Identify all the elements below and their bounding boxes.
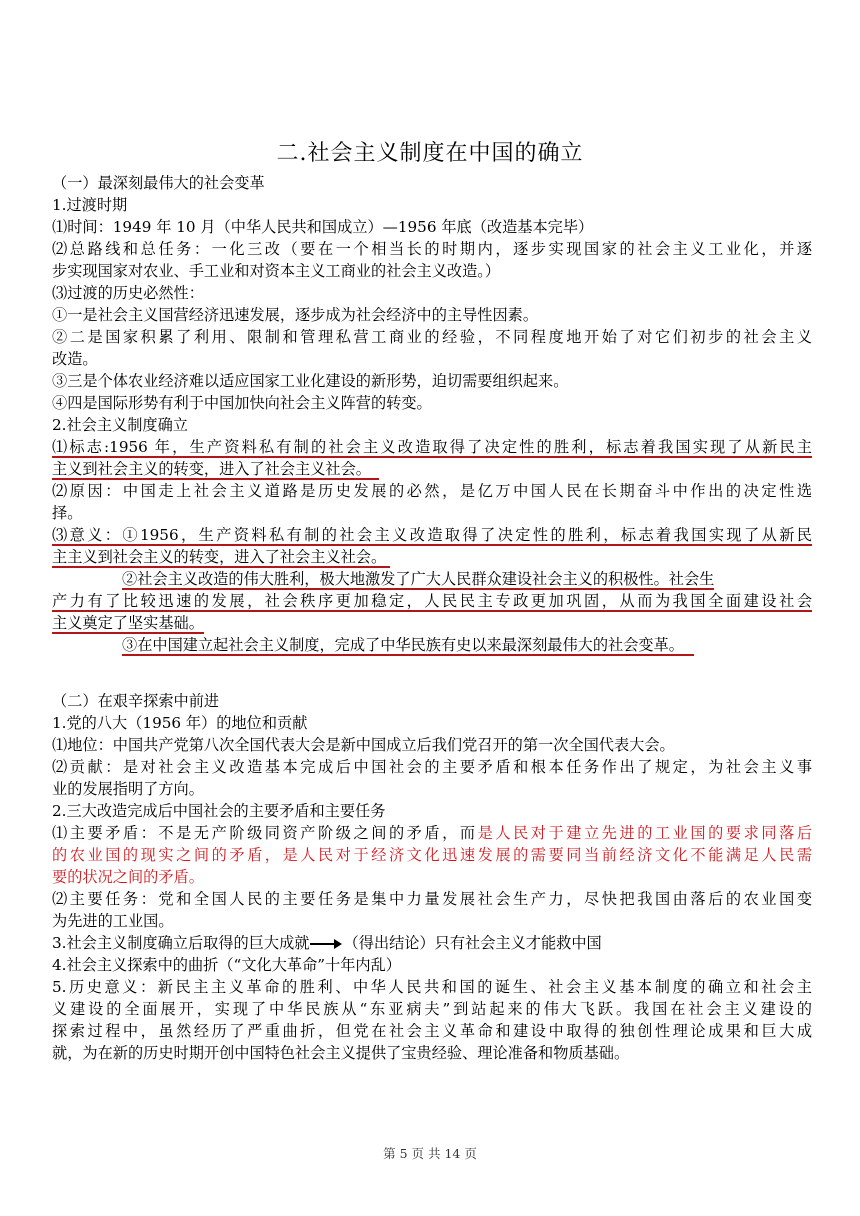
paragraph: ④四是国际形势有利于中国加快向社会主义阵营的转变。: [52, 394, 432, 412]
paragraph-text: ⑴主要矛盾：不是无产阶级同资产阶级之间的矛盾，而: [52, 824, 478, 842]
page-number: 第 5 页 共 14 页: [383, 1146, 477, 1161]
highlight-text: 要的状况之间的矛盾。: [52, 868, 204, 886]
paragraph: ⑵贡献：是对社会主义改造基本完成后中国社会的主要矛盾和根本任务作出了规定，为社会主义事: [52, 758, 812, 776]
underlined-line: [52, 634, 812, 656]
paragraph: ⑴时间：1949 年 10 月（中华人民共和国成立）—1956 年底（改造基本完毕）: [52, 218, 594, 236]
paragraph-underlined: ③在中国建立起社会主义制度，完成了中华民族有史以来最深刻最伟大的社会变革。: [122, 636, 694, 656]
paragraph: 就，为在新的历史时期开创中国特色社会主义提供了宝贵经验、理论准备和物质基础。: [52, 1044, 630, 1062]
arrow-right-icon: [310, 939, 344, 949]
paragraph: ⑵总路线和总任务：一化三改（要在一个相当长的时期内，逐步实现国家的社会主义工业化，并逐: [52, 240, 812, 258]
paragraph-text: （得出结论）只有社会主义才能救中国: [343, 934, 602, 952]
paragraph: ②二是国家积累了利用、限制和管理私营工商业的经验，不同程度地开始了对它们初步的社会主义: [52, 328, 812, 346]
mixed-line: [52, 822, 812, 844]
paragraph: ⑵主要任务：党和全国人民的主要任务是集中力量发展社会生产力，尽快把我国由落后的农业国变: [52, 890, 812, 908]
paragraph-underlined: 产力有了比较迅速的发展，社会秩序更加稳定，人民民主专政更加巩固，从而为我国全面建设社会: [52, 592, 812, 610]
paragraph: 为先进的工业国。: [52, 912, 174, 930]
paragraph: ③三是个体农业经济难以适应国家工业化建设的新形势，迫切需要组织起来。: [52, 372, 569, 390]
paragraph: 步实现国家对农业、手工业和对资本主义工商业的社会主义改造。）: [52, 262, 501, 280]
paragraph: ⑵原因：中国走上社会主义道路是历史发展的必然，是亿万中国人民在长期奋斗中作出的决定性选: [52, 482, 812, 500]
paragraph: 5.历史意义：新民主主义革命的胜利、中华人民共和国的诞生、社会主义基本制度的确立和社会主: [52, 978, 812, 996]
paragraph: 择。: [52, 504, 83, 522]
paragraph-underlined: 主义奠定了坚实基础。: [52, 614, 204, 632]
paragraph-underlined: 主义到社会主义的转变，进入了社会主义社会。: [52, 460, 379, 480]
underlined-line: [52, 612, 812, 634]
page-title: 二.社会主义制度在中国的确立: [276, 141, 584, 166]
highlight-text: 的农业国的现实之间的矛盾，是人民对于经济文化迅速发展的需要同当前经济文化不能满足人民需: [52, 846, 812, 864]
subheading-eighth-congress: 1.党的八大（1956 年）的地位和贡献: [52, 714, 308, 732]
paragraph-text: 3.社会主义制度确立后取得的巨大成就: [52, 934, 310, 952]
paragraph-underlined: ②社会主义改造的伟大胜利，极大地激发了广大人民群众建设社会主义的积极性。社会生: [122, 570, 715, 588]
paragraph: 4.社会主义探索中的曲折（“文化大革命”十年内乱）: [52, 956, 401, 974]
underlined-line: [52, 590, 812, 612]
paragraph: ⑴地位：中国共产党第八次全国代表大会是新中国成立后我们党召开的第一次全国代表大会。: [52, 736, 675, 754]
paragraph: 探索过程中，虽然经历了严重曲折，但党在社会主义革命和建设中取得的独创性理论成果和巨大成: [52, 1022, 812, 1040]
paragraph-underlined: ⑶意义：①1956，生产资料私有制的社会主义改造取得了决定性的胜利，标志着我国实现了从新民: [52, 526, 812, 544]
paragraph: 业的发展指明了方向。: [52, 780, 204, 798]
underlined-line: [52, 458, 812, 480]
paragraph: 义建设的全面展开，实现了中华民族从“东亚病夫”到站起来的伟大飞跃。我国在社会主义建设的: [52, 1000, 812, 1018]
paragraph: ①一是社会主义国营经济迅速发展，逐步成为社会经济中的主导性因素。: [52, 306, 538, 324]
section-heading-1: （一）最深刻最伟大的社会变革: [52, 174, 265, 192]
paragraph: ⑶过渡的历史必然性：: [52, 284, 204, 302]
paragraph-underlined: 主主义到社会主义的转变，进入了社会主义社会。: [52, 548, 390, 568]
underlined-line: [52, 524, 812, 546]
underlined-line: [52, 436, 812, 458]
achievement-line: [52, 932, 812, 954]
subheading-transition: 1.过渡时期: [52, 196, 128, 214]
section-heading-2: （二）在艰辛探索中前进: [52, 692, 220, 710]
highlight-text: 是人民对于建立先进的工业国的要求同落后: [477, 824, 813, 842]
underlined-line: [52, 568, 812, 590]
underlined-line: [52, 546, 812, 568]
subheading-establishment: 2.社会主义制度确立: [52, 416, 188, 434]
paragraph-underlined: ⑴标志:1956 年，生产资料私有制的社会主义改造取得了决定性的胜利，标志着我国实现了从新民主: [52, 438, 812, 456]
paragraph: 改造。: [52, 350, 98, 368]
subheading-main-contradiction: 2.三大改造完成后中国社会的主要矛盾和主要任务: [52, 802, 386, 820]
